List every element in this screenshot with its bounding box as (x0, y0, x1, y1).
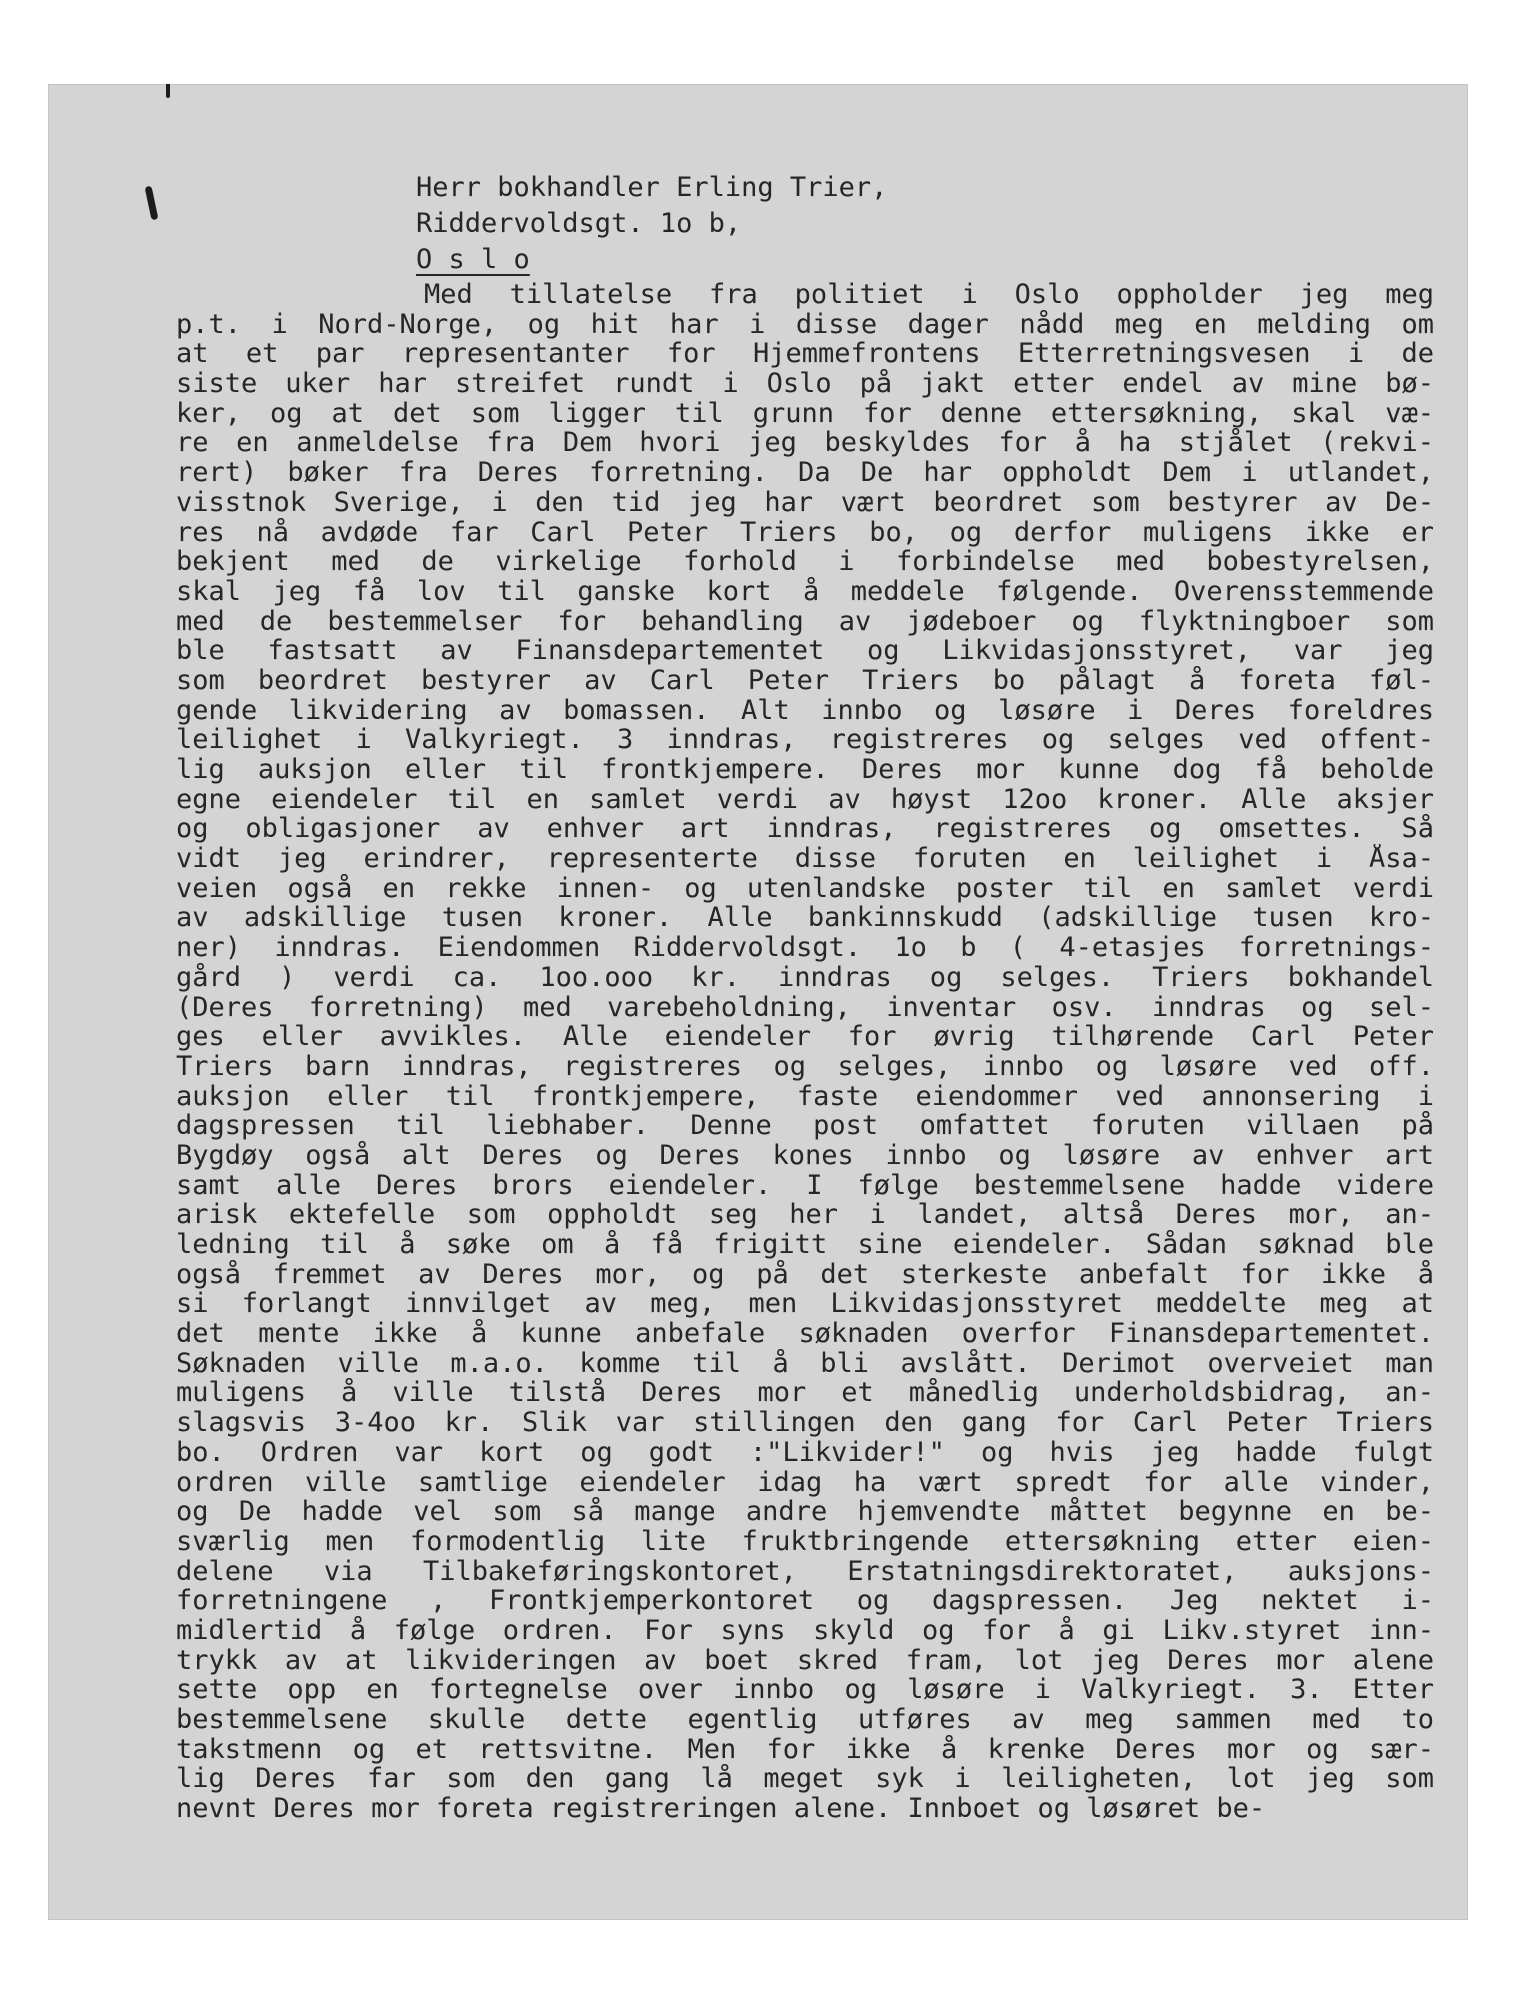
letter-line: gende likvidering av bomassen. Alt innbo og løsøre i Deres foreldres (176, 695, 1434, 726)
letter-line: ledning til å søke om å få frigitt sine eiendeler. Sådan søknad ble (176, 1230, 1434, 1260)
letter-line: Søknaden ville m.a.o. komme til å bli avslått. Derimot overveiet man (176, 1348, 1434, 1379)
letter-line: ble fastsatt av Finansdepartementet og Likvidasjonsstyret, var jeg (176, 636, 1434, 666)
letter-line: at et par representanter for Hjemmefrontens Etterretningsvesen i de (176, 339, 1434, 370)
letter-line: sværlig men formodentlig lite fruktbringende ettersøkning etter eien- (176, 1526, 1434, 1557)
letter-line: samt alle Deres brors eiendeler. I følge bestemmelsene hadde videre (176, 1170, 1434, 1201)
recipient-street: Riddervoldsgt. 1o b, (416, 208, 742, 239)
letter-line: si forlangt innvilget av meg, men Likvidasjonsstyret meddelte meg at (176, 1289, 1434, 1320)
letter-body (176, 280, 1434, 1892)
letter-line: med de bestemmelser for behandling av jødeboer og flyktningboer som (176, 606, 1434, 637)
letter-line: forretningene , Frontkjemperkontoret og dagspressen. Jeg nektet i- (176, 1586, 1434, 1616)
letter-line: slagsvis 3-4oo kr. Slik var stillingen den gang for Carl Peter Triers (176, 1408, 1434, 1438)
letter-line: og obligasjoner av enhver art inndras, registreres og omsettes. Så (176, 814, 1434, 845)
letter-line: vidt jeg erindrer, representerte disse foruten en leilighet i Åsa- (176, 844, 1434, 874)
letter-line: res nå avdøde far Carl Peter Triers bo, og derfor muligens ikke er (176, 517, 1434, 548)
margin-ink-mark (166, 84, 170, 98)
letter-line: bo. Ordren var kort og godt :"Likvider!" og hvis jeg hadde fulgt (176, 1437, 1434, 1468)
letter-line: veien også en rekke innen- og utenlandske poster til en samlet verdi (176, 873, 1434, 904)
letter-line: bestemmelsene skulle dette egentlig utføres av meg sammen med to (176, 1705, 1434, 1735)
letter-line: lig auksjon eller til frontkjempere. Deres mor kunne dog få beholde (176, 755, 1434, 785)
recipient-name: Herr bokhandler Erling Trier, (416, 172, 888, 203)
letter-line: (Deres forretning) med varebeholdning, inventar osv. inndras og sel- (176, 992, 1434, 1023)
letter-line: egne eiendeler til en samlet verdi av høyst 12oo kroner. Alle aksjer (176, 784, 1434, 815)
margin-ink-mark (145, 186, 159, 221)
letter-line: også fremmet av Deres mor, og på det sterkeste anbefalt for ikke å (176, 1259, 1434, 1290)
letter-line: lig Deres far som den gang lå meget syk i leiligheten, lot jeg som (176, 1764, 1434, 1795)
letter-line: ner) inndras. Eiendommen Riddervoldsgt. 1o b ( 4-etasjes forretnings- (176, 933, 1434, 963)
letter-line: auksjon eller til frontkjempere, faste eiendommer ved annonsering i (176, 1081, 1434, 1112)
letter-line: sette opp en fortegnelse over innbo og løsøre i Valkyriegt. 3. Etter (176, 1675, 1434, 1705)
letter-line: leilighet i Valkyriegt. 3 inndras, registreres og selges ved offent- (176, 725, 1434, 755)
letter-line: skal jeg få lov til ganske kort å meddele følgende. Overensstemmende (176, 576, 1434, 607)
letter-line: siste uker har streifet rundt i Oslo på jakt etter endel av mine bø- (176, 369, 1434, 399)
letter-line: muligens å ville tilstå Deres mor et månedlig underholdsbidrag, an- (176, 1378, 1434, 1409)
letter-page (48, 84, 1468, 1920)
letter-line: ker, og at det som ligger til grunn for denne ettersøkning, skal væ- (176, 398, 1434, 429)
letter-line: Bygdøy også alt Deres og Deres kones innbo og løsøre av enhver art (176, 1140, 1434, 1171)
letter-line: re en anmeldelse fra Dem hvori jeg beskyldes for å ha stjålet (rekvi- (176, 428, 1434, 459)
letter-line: nevnt Deres mor foreta registreringen alene. Innboet og løsøret be- (176, 1794, 1266, 1824)
letter-line: det mente ikke å kunne anbefale søknaden overfor Finansdepartementet. (176, 1319, 1434, 1349)
letter-line: p.t. i Nord-Norge, og hit har i disse dager nådd meg en melding om (176, 309, 1434, 340)
letter-line: rert) bøker fra Deres forretning. Da De har oppholdt Dem i utlandet, (176, 458, 1434, 488)
recipient-address (416, 170, 887, 278)
letter-line: ordren ville samtlige eiendeler idag ha vært spredt for alle vinder, (176, 1467, 1434, 1498)
letter-line: midlertid å følge ordren. For syns skyld og for å gi Likv.styret inn- (176, 1615, 1434, 1646)
letter-line: bekjent med de virkelige forhold i forbindelse med bobestyrelsen, (176, 547, 1434, 577)
letter-line: takstmenn og et rettsvitne. Men for ikke å krenke Deres mor og sær- (176, 1734, 1434, 1765)
letter-line: som beordret bestyrer av Carl Peter Triers bo pålagt å foreta føl- (176, 665, 1434, 696)
letter-line: ges eller avvikles. Alle eiendeler for øvrig tilhørende Carl Peter (176, 1022, 1434, 1052)
letter-line: Med tillatelse fra politiet i Oslo oppholder jeg meg (424, 280, 1434, 310)
letter-line: delene via Tilbakeføringskontoret, Erstatningsdirektoratet, auksjons- (176, 1556, 1434, 1587)
letter-line: visstnok Sverige, i den tid jeg har vært beordret som bestyrer av De- (176, 487, 1434, 518)
letter-line: Triers barn inndras, registreres og selges, innbo og løsøre ved off. (176, 1051, 1434, 1082)
letter-line: dagspressen til liebhaber. Denne post omfattet foruten villaen på (176, 1111, 1434, 1141)
recipient-city: O s l o (416, 244, 530, 275)
letter-line: og De hadde vel som så mange andre hjemvendte måttet begynne en be- (176, 1497, 1434, 1527)
letter-line: trykk av at likvideringen av boet skred fram, lot jeg Deres mor alene (176, 1645, 1434, 1676)
letter-line: arisk ektefelle som oppholdt seg her i landet, altså Deres mor, an- (176, 1200, 1434, 1230)
letter-line: av adskillige tusen kroner. Alle bankinnskudd (adskillige tusen kro- (176, 903, 1434, 934)
letter-line: gård ) verdi ca. 1oo.ooo kr. inndras og selges. Triers bokhandel (176, 962, 1434, 993)
